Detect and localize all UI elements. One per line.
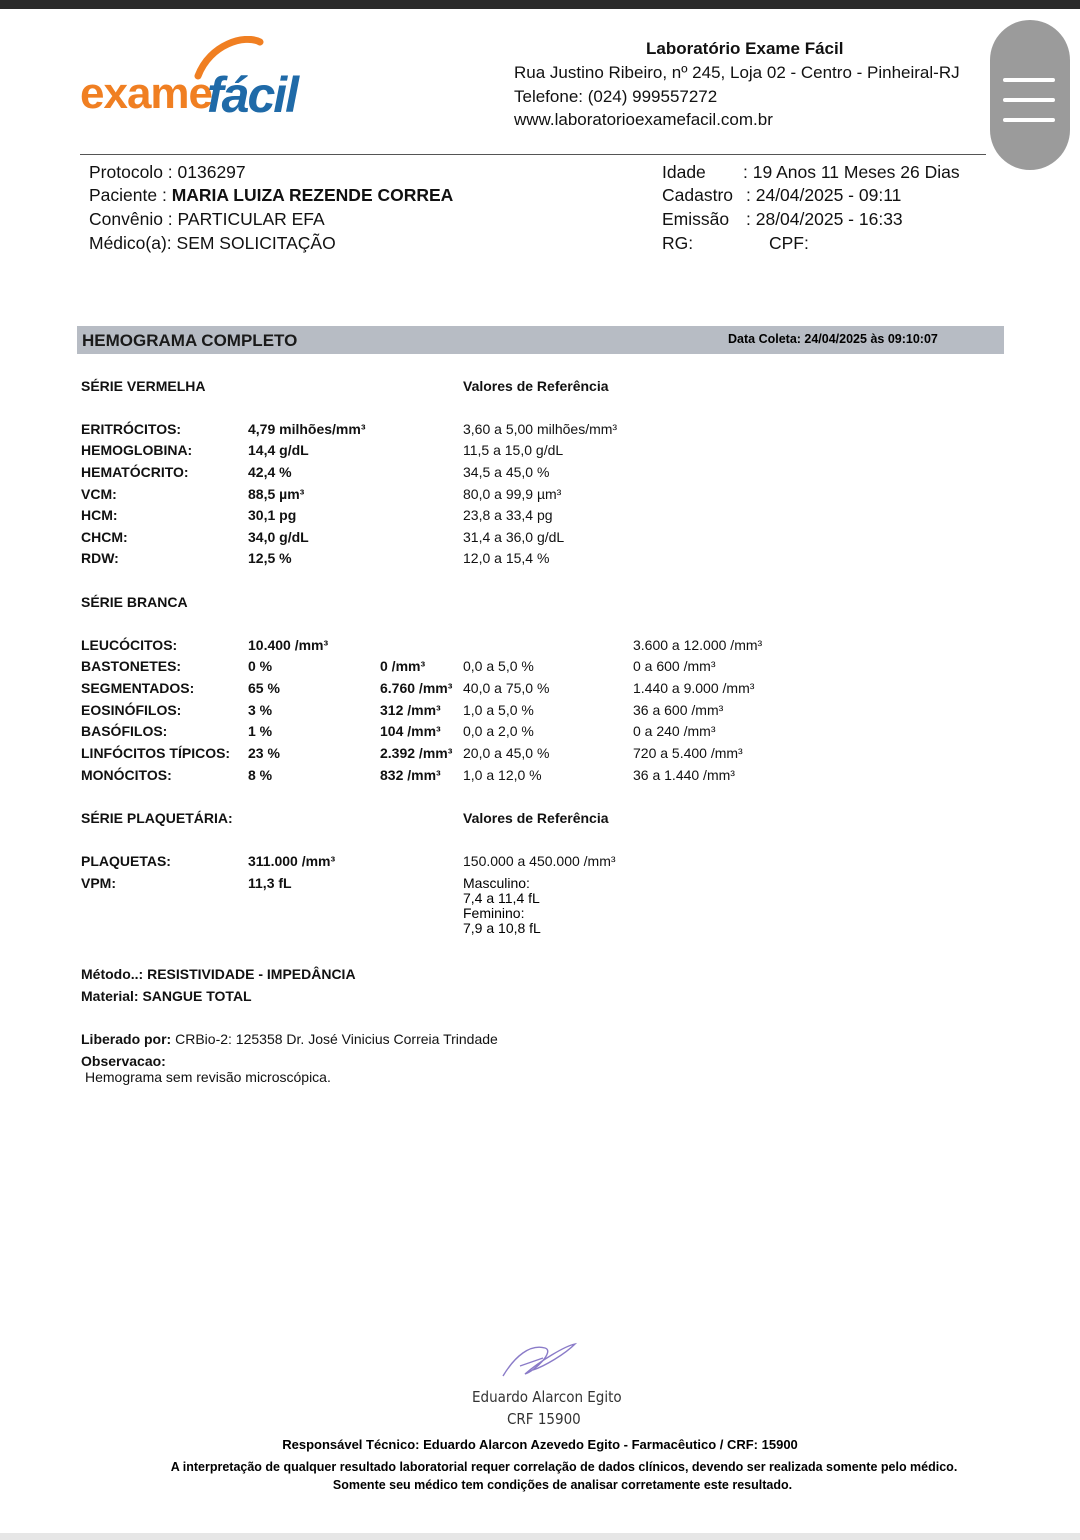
cadastro-value: : 24/04/2025 - 09:11 <box>746 185 902 205</box>
emissao-label: Emissão <box>662 209 730 229</box>
result-value: 311.000 /mm³ <box>248 853 336 869</box>
result-pct: 23 % <box>248 745 280 761</box>
ref-header: Valores de Referência <box>463 378 609 394</box>
result-pct: 0 % <box>248 658 273 674</box>
result-name: LEUCÓCITOS: <box>81 637 178 653</box>
result-name: MONÓCITOS: <box>81 767 172 783</box>
result-ref-abs: 720 a 5.400 /mm³ <box>633 745 743 761</box>
result-name: HEMATÓCRITO: <box>81 464 189 480</box>
lab-logo <box>80 36 298 136</box>
result-pct: 1 % <box>248 723 273 739</box>
result-ref: 34,5 a 45,0 % <box>463 464 550 480</box>
result-abs: 312 /mm³ <box>380 702 441 718</box>
disclaimer-line-1: A interpretação de qualquer resultado laboratorial requer correlação de dados clínicos, devendo ser realizada somente pelo médico. <box>170 1460 958 1474</box>
cpf-label: CPF: <box>769 233 809 253</box>
lab-address: Rua Justino Ribeiro, nº 245, Loja 02 - Centro - Pinheiral-RJ <box>514 63 960 82</box>
result-name: LINFÓCITOS TÍPICOS: <box>81 745 231 761</box>
result-ref: 12,0 a 15,4 % <box>463 550 550 566</box>
result-ref-pct: 0,0 a 2,0 % <box>463 723 534 739</box>
result-abs: 0 /mm³ <box>380 658 426 674</box>
emissao-value: : 28/04/2025 - 16:33 <box>746 209 903 229</box>
result-name: EOSINÓFILOS: <box>81 702 182 718</box>
result-value: 42,4 % <box>248 464 292 480</box>
result-ref-pct: 1,0 a 5,0 % <box>463 702 534 718</box>
result-ref-pct: 20,0 a 45,0 % <box>463 745 550 761</box>
released-by <box>81 1031 498 1047</box>
menu-icon-line <box>1003 78 1055 82</box>
signature-crf: CRF 15900 <box>507 1410 581 1428</box>
red-series-title: SÉRIE VERMELHA <box>81 378 206 394</box>
result-pct: 65 % <box>248 680 280 696</box>
result-value: 4,79 milhões/mm³ <box>248 421 366 437</box>
protocolo: Protocolo : 0136297 <box>89 162 246 182</box>
result-value: 34,0 g/dL <box>248 529 309 545</box>
white-series-title: SÉRIE BRANCA <box>81 594 188 610</box>
medico: Médico(a): SEM SOLICITAÇÃO <box>89 233 336 253</box>
result-name: HCM: <box>81 507 118 523</box>
material: Material: SANGUE TOTAL <box>81 988 252 1004</box>
result-value: 12,5 % <box>248 550 292 566</box>
result-ref-abs: 36 a 1.440 /mm³ <box>633 767 735 783</box>
result-name: BASÓFILOS: <box>81 723 168 739</box>
result-pct: 8 % <box>248 767 273 783</box>
result-ref: 23,8 a 33,4 pg <box>463 507 553 523</box>
result-ref-abs: 1.440 a 9.000 /mm³ <box>633 680 755 696</box>
cadastro-label: Cadastro <box>662 185 734 205</box>
paciente-label: Paciente : <box>89 185 167 205</box>
result-ref-abs: 3.600 a 12.000 /mm³ <box>633 637 763 653</box>
result-name: RDW: <box>81 550 119 566</box>
result-ref: 31,4 a 36,0 g/dL <box>463 529 565 545</box>
lab-phone: Telefone: (024) 999557272 <box>514 87 718 106</box>
section-title: HEMOGRAMA COMPLETO <box>82 331 298 350</box>
result-ref-vpm: Masculino: 7,4 a 11,4 fL Feminino: 7,9 a 10,8 fL <box>463 875 541 936</box>
result-ref-pct: 40,0 a 75,0 % <box>463 680 550 696</box>
result-ref: 3,60 a 5,00 milhões/mm³ <box>463 421 618 437</box>
result-abs: 6.760 /mm³ <box>380 680 453 696</box>
result-pct: 3 % <box>248 702 273 718</box>
observation-value: Hemograma sem revisão microscópica. <box>85 1069 331 1085</box>
logo-word-exame: exame <box>80 69 213 118</box>
result-name: PLAQUETAS: <box>81 853 171 869</box>
result-ref: 80,0 a 99,9 µm³ <box>463 486 562 502</box>
released-value: CRBio-2: 125358 Dr. José Vinicius Correia Trindade <box>171 1031 498 1047</box>
result-ref-pct: 0,0 a 5,0 % <box>463 658 534 674</box>
menu-button[interactable] <box>990 20 1070 170</box>
paciente-name: MARIA LUIZA REZENDE CORREA <box>171 185 454 205</box>
result-value: 14,4 g/dL <box>248 442 309 458</box>
result-name: VCM: <box>81 486 117 502</box>
result-abs: 2.392 /mm³ <box>380 745 453 761</box>
platelet-series-title: SÉRIE PLAQUETÁRIA: <box>81 810 233 826</box>
result-value: 10.400 /mm³ <box>248 637 329 653</box>
rg-label: RG: <box>662 233 694 253</box>
bottom-edge <box>0 1533 1080 1540</box>
result-ref-pct: 1,0 a 12,0 % <box>463 767 542 783</box>
result-value: 88,5 µm³ <box>248 486 305 502</box>
observation-label: Observacao: <box>81 1053 166 1069</box>
result-name: VPM: <box>81 875 116 891</box>
disclaimer-line-2: Somente seu médico tem condições de analisar corretamente este resultado. <box>332 1478 793 1492</box>
convenio: Convênio : PARTICULAR EFA <box>89 209 325 229</box>
result-abs: 832 /mm³ <box>380 767 441 783</box>
result-value: 30,1 pg <box>248 507 297 523</box>
menu-icon-line <box>1003 98 1055 102</box>
result-ref-abs: 0 a 240 /mm³ <box>633 723 716 739</box>
signature-mark <box>495 1336 585 1386</box>
data-coleta: Data Coleta: 24/04/2025 às 09:10:07 <box>728 332 938 346</box>
idade-value: : 19 Anos 11 Meses 26 Dias <box>743 162 960 182</box>
result-abs: 104 /mm³ <box>380 723 441 739</box>
ref-header: Valores de Referência <box>463 810 609 826</box>
result-ref: 11,5 a 15,0 g/dL <box>463 442 564 458</box>
responsible-technician: Responsável Técnico: Eduardo Alarcon Azevedo Egito - Farmacêutico / CRF: 15900 <box>282 1437 798 1452</box>
result-name: SEGMENTADOS: <box>81 680 195 696</box>
lab-name: Laboratório Exame Fácil <box>646 39 844 58</box>
result-name: BASTONETES: <box>81 658 182 674</box>
lab-website[interactable]: www.laboratorioexamefacil.com.br <box>514 110 773 129</box>
paciente-row <box>89 185 453 206</box>
signature-name: Eduardo Alarcon Egito <box>472 1388 622 1406</box>
menu-icon-line <box>1003 118 1055 122</box>
result-name: ERITRÓCITOS: <box>81 421 182 437</box>
result-value: 11,3 fL <box>248 875 292 891</box>
idade-label: Idade <box>662 162 706 182</box>
result-ref-abs: 0 a 600 /mm³ <box>633 658 716 674</box>
result-ref-abs: 36 a 600 /mm³ <box>633 702 724 718</box>
method: Método..: RESISTIVIDADE - IMPEDÂNCIA <box>81 966 356 982</box>
header-divider <box>80 154 986 155</box>
released-label: Liberado por: <box>81 1031 172 1047</box>
result-ref: 150.000 a 450.000 /mm³ <box>463 853 616 869</box>
result-name: HEMOGLOBINA: <box>81 442 193 458</box>
logo-word-facil: fácil <box>207 67 298 123</box>
result-name: CHCM: <box>81 529 128 545</box>
top-status-bar <box>0 0 1080 9</box>
